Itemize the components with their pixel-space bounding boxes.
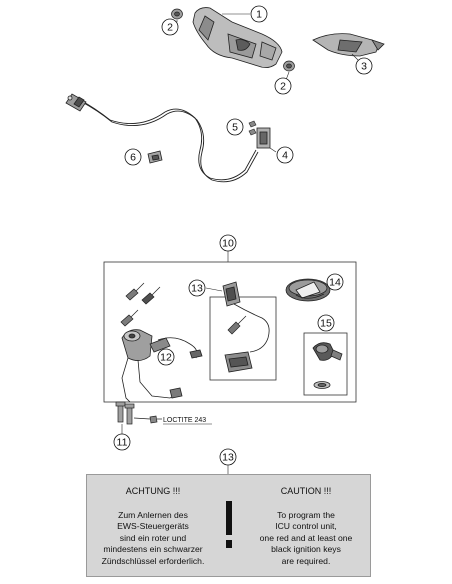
part-antenna-coil xyxy=(257,128,270,148)
callout-4-number: 4 xyxy=(282,149,288,162)
callout-13-kit xyxy=(189,280,205,296)
callout-14 xyxy=(327,274,343,290)
note-english-line: ICU control unit, xyxy=(275,521,337,532)
callout-3 xyxy=(356,58,372,74)
part-rubber-cap-top xyxy=(172,9,183,19)
note-german-line: Zum Anlernen des xyxy=(118,509,188,520)
callout-2-top-number: 2 xyxy=(167,21,173,34)
note-german xyxy=(93,475,213,568)
note-german-line: Zündschlüssel erforderlich. xyxy=(101,555,205,566)
callout-10 xyxy=(220,235,236,251)
note-english-line: To program the xyxy=(277,509,335,520)
callout-15 xyxy=(318,315,334,331)
part-cap-lock xyxy=(313,343,342,389)
note-english-line: are required. xyxy=(281,555,331,566)
part-antenna-cable xyxy=(80,100,258,182)
part-cable-clip xyxy=(148,151,162,163)
callout-5 xyxy=(227,119,243,135)
part-icu-key xyxy=(228,316,246,334)
note-english-line: black ignition keys xyxy=(271,544,341,555)
callout-12-number: 12 xyxy=(160,351,172,364)
callout-5-number: 5 xyxy=(232,121,238,134)
callout-13-kit-number: 13 xyxy=(191,282,203,295)
callout-11-number: 11 xyxy=(116,436,128,449)
part-antenna-connector xyxy=(66,94,86,111)
part-ignition-cover xyxy=(193,8,282,68)
part-ignition-lock xyxy=(122,330,202,402)
exclamation-icon xyxy=(224,501,234,549)
part-bolts xyxy=(116,402,134,424)
part-13a-leader xyxy=(206,288,222,291)
callout-11 xyxy=(114,434,130,450)
note-german-line: EWS-Steuergeräts xyxy=(117,521,189,532)
callout-13-note-number: 13 xyxy=(222,451,234,464)
note-german-line: mindestens ein schwarzer xyxy=(103,544,203,555)
callout-3-number: 3 xyxy=(361,60,367,73)
part-icu-connector xyxy=(223,282,269,352)
callout-2-bottom xyxy=(275,78,291,94)
callout-1-number: 1 xyxy=(256,8,262,21)
callout-6 xyxy=(125,149,141,165)
callout-10-number: 10 xyxy=(222,237,234,250)
callout-14-number: 14 xyxy=(329,276,341,289)
part-keys xyxy=(121,283,160,326)
part-lock-flap xyxy=(313,34,384,56)
part-rubber-cap-bottom xyxy=(284,61,295,71)
note-english-heading: CAUTION !!! xyxy=(280,486,332,496)
part-screws xyxy=(249,121,256,135)
callout-2-bottom-number: 2 xyxy=(280,80,286,93)
loctite-marker xyxy=(134,416,162,423)
loctite-label: LOCTITE 243 xyxy=(163,417,207,424)
note-english-line: one red and at least one xyxy=(259,532,353,543)
callout-1 xyxy=(251,6,267,22)
note-german-line: sind ein roter und xyxy=(119,532,187,543)
callout-15-number: 15 xyxy=(320,317,332,330)
callout-12 xyxy=(158,349,174,365)
callout-4 xyxy=(277,147,293,163)
part-fuel-cap xyxy=(286,279,330,301)
callout-13-note xyxy=(220,449,236,465)
programming-note-panel xyxy=(86,474,371,577)
part-icu-unit xyxy=(225,352,252,372)
note-english xyxy=(245,475,367,568)
part-4-leader xyxy=(270,148,276,152)
callout-6-number: 6 xyxy=(130,151,136,164)
callout-2-top xyxy=(162,19,178,35)
note-german-heading: ACHTUNG !!! xyxy=(125,486,181,496)
